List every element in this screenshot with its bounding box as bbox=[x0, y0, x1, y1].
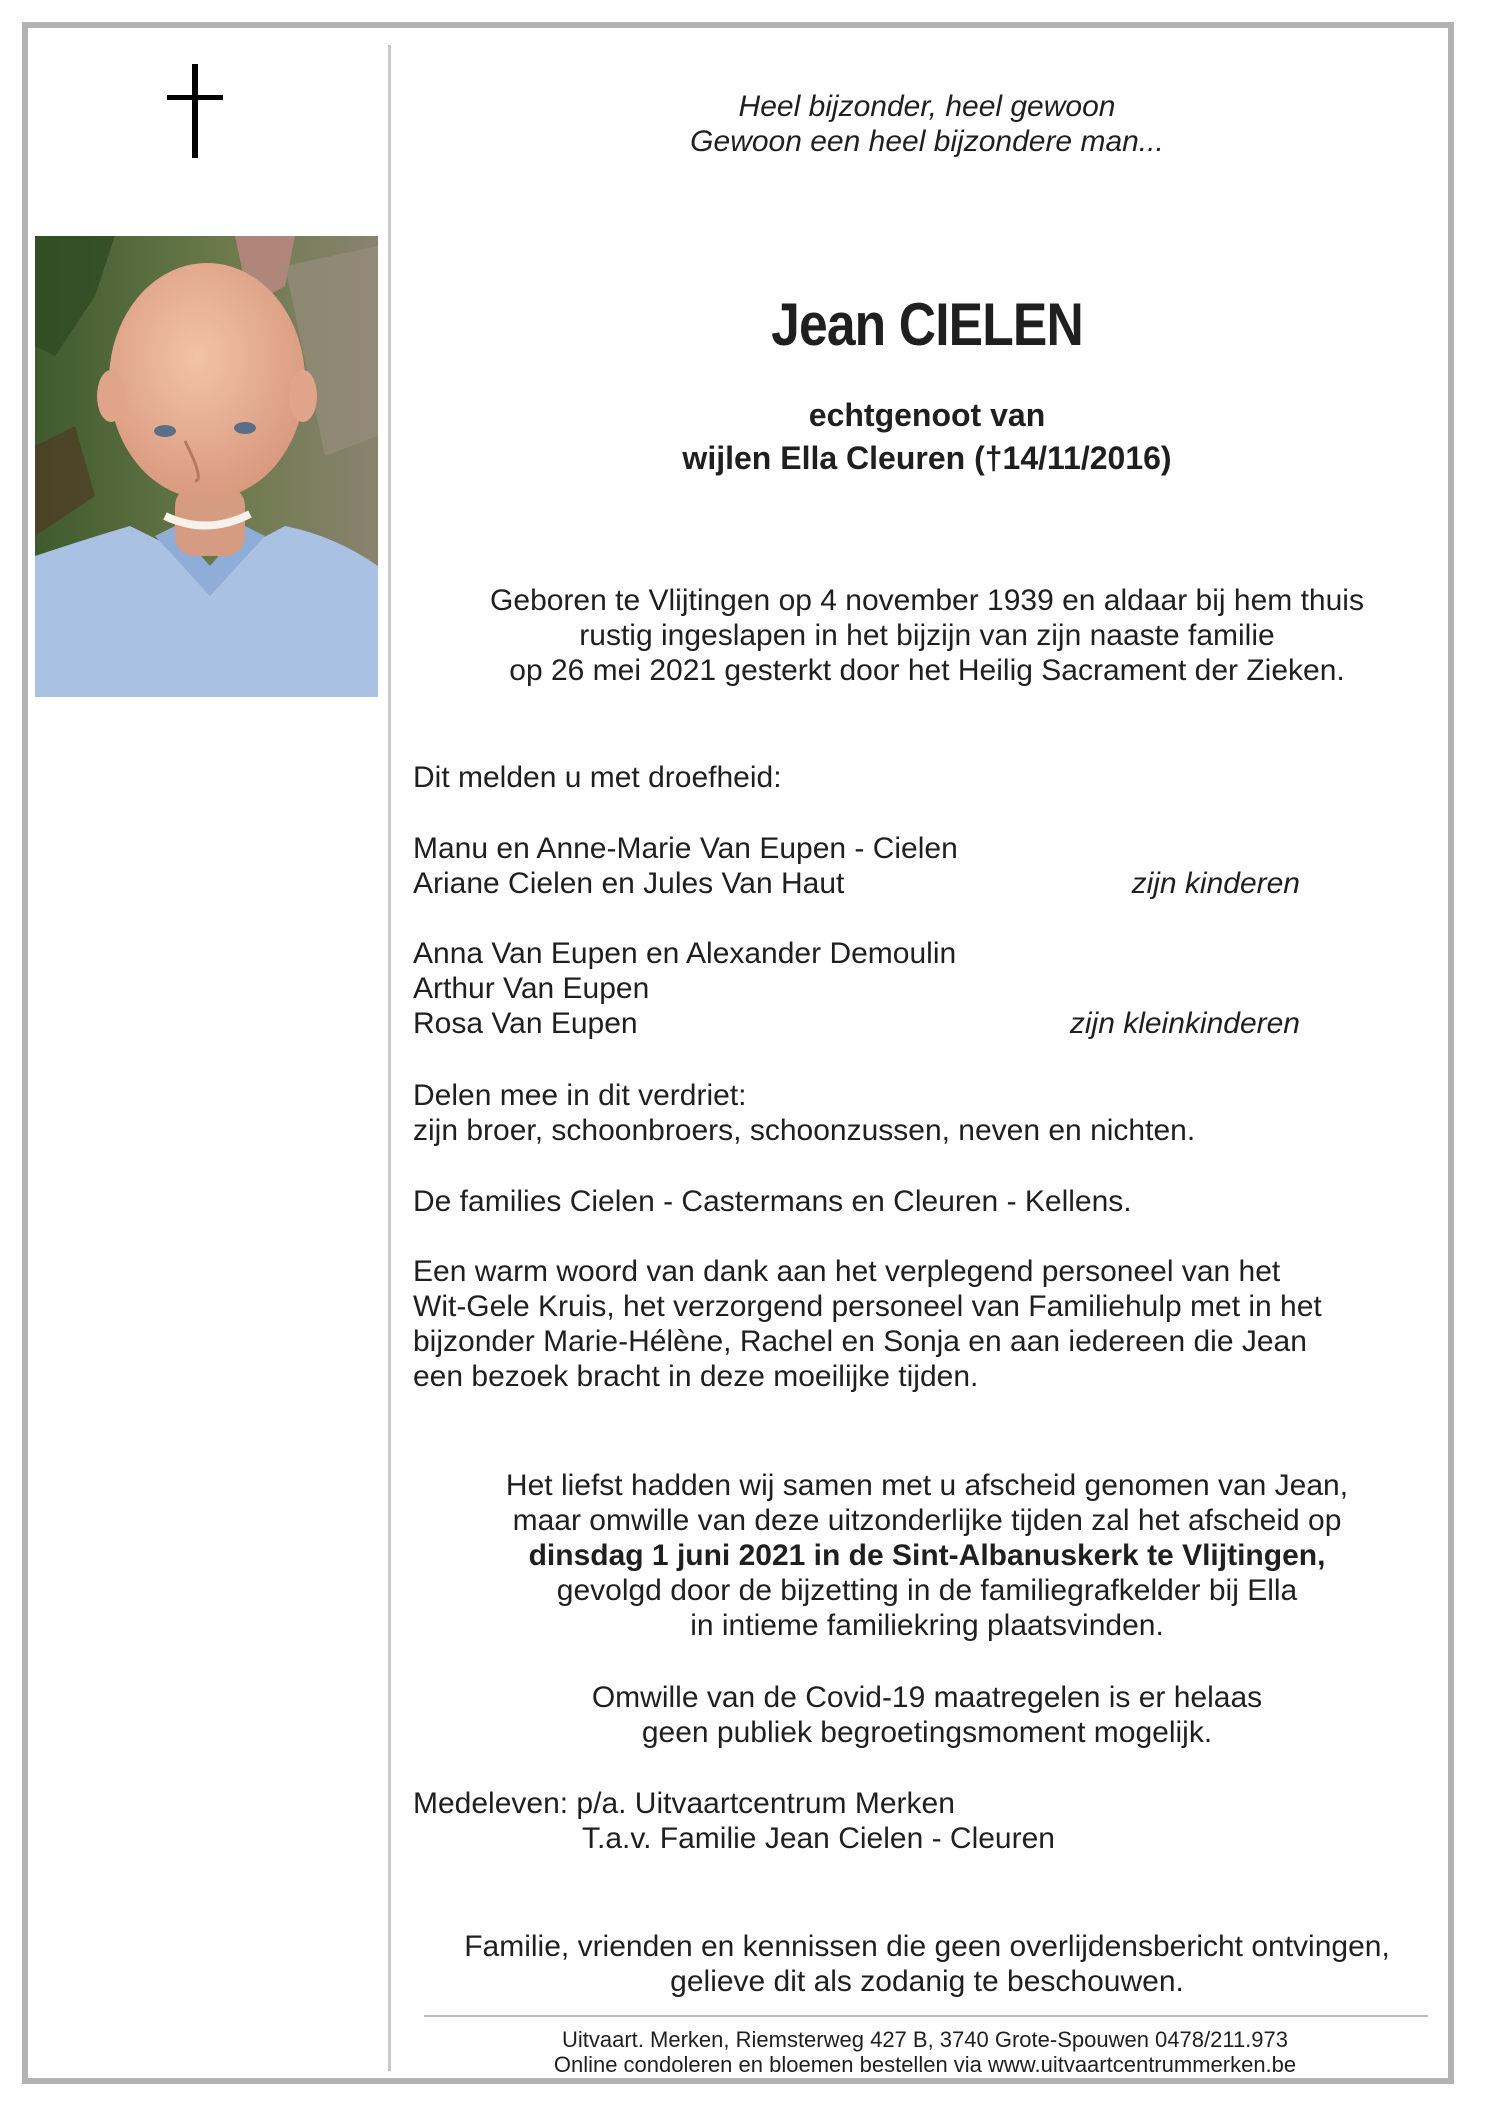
farewell-date-line: dinsdag 1 juni 2021 in de Sint-Albanuskerk te Vlijtingen, bbox=[528, 1539, 1326, 1572]
footer-contact: Uitvaart. Merken, Riemsterweg 427 B, 3740 Grote-Spouwen 0478/211.973 bbox=[562, 2027, 1288, 2052]
deceased-name: Jean CIELEN bbox=[771, 291, 1083, 358]
condolences-attention: T.a.v. Familie Jean Cielen - Cleuren bbox=[582, 1822, 1055, 1855]
motto-line-1: Heel bijzonder, heel gewoon bbox=[738, 90, 1116, 123]
relation-line-1: echtgenoot van bbox=[808, 397, 1046, 433]
motto-line-2: Gewoon een heel bijzondere man... bbox=[690, 125, 1164, 158]
grandchildren-label: zijn kleinkinderen bbox=[1069, 1007, 1300, 1040]
thanks-line: Een warm woord van dank aan het verplegend personeel van het bbox=[413, 1255, 1281, 1288]
farewell-line: in intieme familiekring plaatsvinden. bbox=[690, 1609, 1164, 1642]
announcement-text: Dit melden u met droefheid: bbox=[413, 761, 782, 794]
grandchild-name: Anna Van Eupen en Alexander Demoulin bbox=[413, 937, 957, 970]
condolences-address: Medeleven: p/a. Uitvaartcentrum Merken bbox=[413, 1787, 955, 1820]
children-label: zijn kinderen bbox=[1131, 867, 1300, 900]
thanks-line: bijzonder Marie-Hélène, Rachel en Sonja en aan iedereen die Jean bbox=[413, 1325, 1307, 1358]
footer-website: Online condoleren en bloemen bestellen via www.uitvaartcentrummerken.be bbox=[553, 2052, 1297, 2077]
child-name: Manu en Anne-Marie Van Eupen - Cielen bbox=[413, 832, 958, 865]
farewell-line: Het liefst hadden wij samen met u afscheid genomen van Jean, bbox=[505, 1469, 1349, 1502]
closing-line: Familie, vrienden en kennissen die geen overlijdensbericht ontvingen, bbox=[464, 1930, 1390, 1963]
covid-line: Omwille van de Covid-19 maatregelen is er helaas bbox=[591, 1681, 1263, 1714]
relation-line-2: wijlen Ella Cleuren (†14/11/2016) bbox=[682, 440, 1172, 476]
cross-icon bbox=[167, 64, 223, 158]
farewell-line: maar omwille van deze uitzonderlijke tijden zal het afscheid op bbox=[512, 1504, 1342, 1537]
sharing-line: zijn broer, schoonbroers, schoonzussen, neven en nichten. bbox=[413, 1114, 1196, 1147]
portrait-photo bbox=[35, 236, 378, 697]
birth-death-line: Geboren te Vlijtingen op 4 november 1939 en aldaar bij hem thuis bbox=[490, 584, 1364, 617]
grandchild-name: Arthur Van Eupen bbox=[413, 972, 650, 1005]
thanks-line: een bezoek bracht in deze moeilijke tijden. bbox=[413, 1360, 979, 1393]
birth-death-line: rustig ingeslapen in het bijzijn van zijn naaste familie bbox=[579, 619, 1275, 652]
grandchild-name: Rosa Van Eupen bbox=[413, 1007, 638, 1040]
closing-line: gelieve dit als zodanig te beschouwen. bbox=[670, 1965, 1184, 1998]
sharing-line: Delen mee in dit verdriet: bbox=[413, 1079, 747, 1112]
birth-death-line: op 26 mei 2021 gesterkt door het Heilig Sacrament der Zieken. bbox=[509, 654, 1345, 687]
child-name: Ariane Cielen en Jules Van Haut bbox=[413, 867, 845, 900]
farewell-line: gevolgd door de bijzetting in de familiegrafkelder bij Ella bbox=[556, 1574, 1298, 1607]
column-divider bbox=[388, 45, 391, 2071]
footer-divider bbox=[424, 2015, 1428, 2017]
families-text: De families Cielen - Castermans en Cleuren - Kellens. bbox=[413, 1185, 1132, 1218]
thanks-line: Wit-Gele Kruis, het verzorgend personeel van Familiehulp met in het bbox=[413, 1290, 1322, 1323]
covid-line: geen publiek begroetingsmoment mogelijk. bbox=[641, 1716, 1213, 1749]
